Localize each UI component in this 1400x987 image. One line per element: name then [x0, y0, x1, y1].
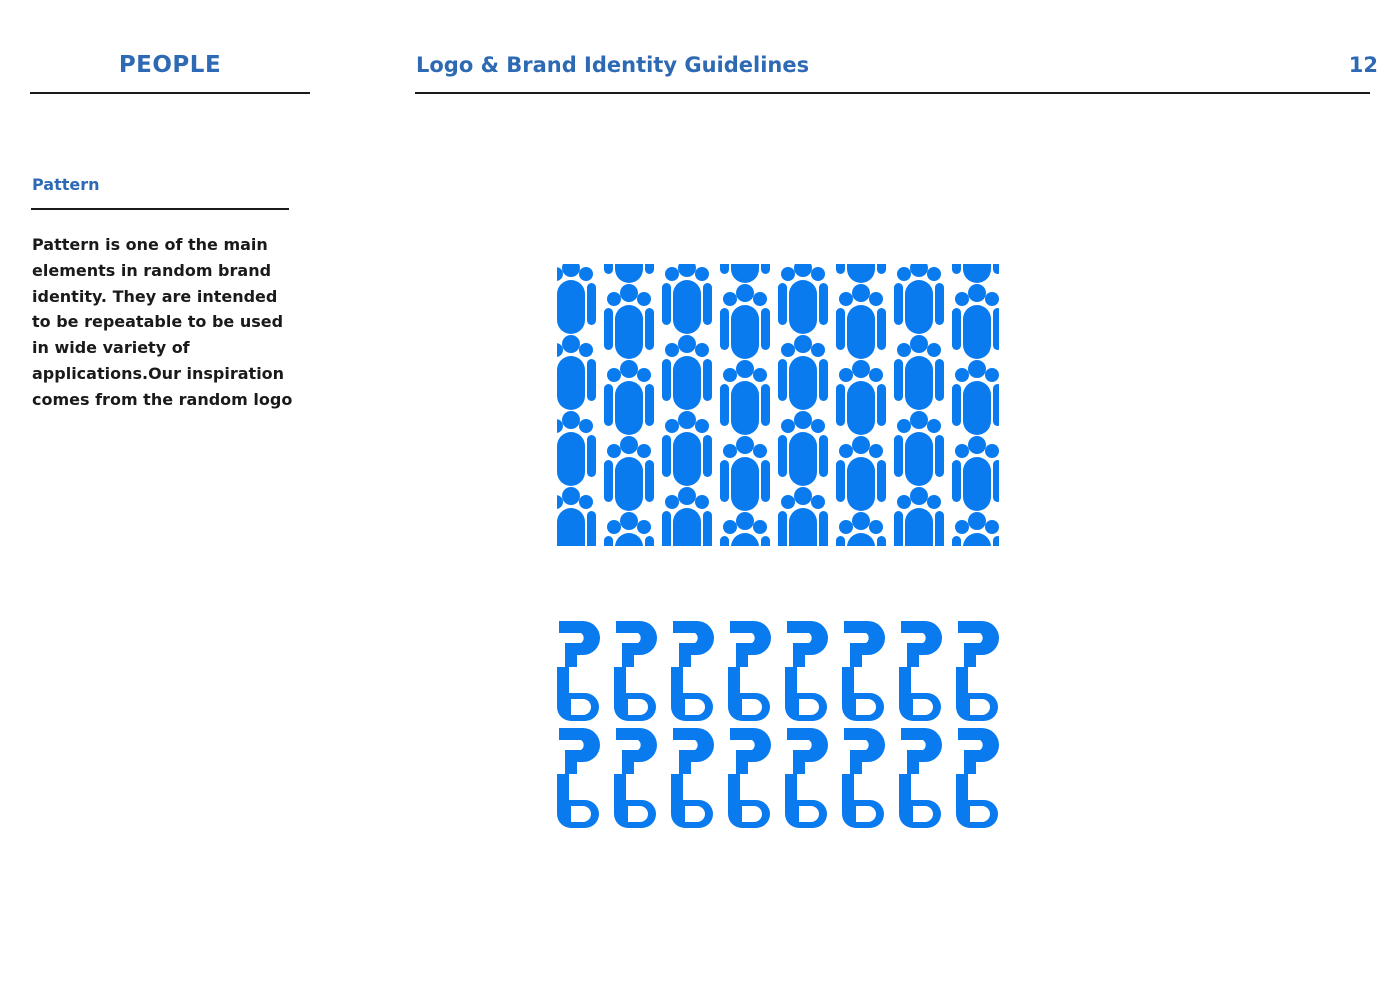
people-group-icon: [604, 512, 654, 546]
people-group-icon: [720, 284, 770, 359]
people-group-icon: [604, 360, 654, 435]
letter-p-icon: [671, 621, 714, 721]
people-group-icon: [778, 264, 828, 334]
people-group-icon: [778, 487, 828, 546]
people-group-icon: [557, 264, 596, 334]
letter-p-icon: [671, 728, 714, 828]
people-group-icon: [952, 264, 999, 283]
people-group-icon: [778, 411, 828, 486]
people-group-icon: [952, 436, 999, 511]
people-group-icon: [557, 487, 596, 546]
people-group-icon: [836, 360, 886, 435]
people-group-icon: [894, 264, 944, 334]
letter-p-pattern: [557, 621, 999, 847]
people-group-icon: [720, 264, 770, 283]
letter-p-icon: [728, 728, 771, 828]
people-group-icon: [952, 284, 999, 359]
people-group-icon: [604, 284, 654, 359]
people-group-icon: [604, 436, 654, 511]
letter-p-icon: [614, 621, 657, 721]
people-group-icon: [720, 512, 770, 546]
letter-p-icon: [728, 621, 771, 721]
letter-p-icon: [842, 621, 885, 721]
header-divider-right: [415, 92, 1370, 94]
header-divider-left: [30, 92, 310, 94]
section-body-text: Pattern is one of the main elements in random brand identity. They are intended to be repeatable to be used in wide variety of applications.Our inspiration comes from the random logo: [32, 235, 293, 409]
people-group-icon: [604, 264, 654, 283]
people-group-icon: [778, 335, 828, 410]
letter-p-icon: [785, 728, 828, 828]
letter-p-icon: [557, 621, 999, 828]
people-group-icon: [662, 264, 712, 334]
people-group-icon: [836, 512, 886, 546]
people-group-icon: [557, 335, 596, 410]
people-group-icon: [894, 335, 944, 410]
people-group-icon: [952, 360, 999, 435]
letter-p-icon: [557, 621, 600, 721]
people-group-icon: [557, 411, 596, 486]
people-group-icon: [836, 436, 886, 511]
letter-p-icon: [785, 621, 828, 721]
people-group-icon: [720, 436, 770, 511]
document-title: Logo & Brand Identity Guidelines: [416, 53, 810, 77]
letter-p-icon: [842, 728, 885, 828]
page-number: 12: [1348, 53, 1378, 77]
people-group-icon: [836, 264, 886, 283]
people-group-icon: [894, 411, 944, 486]
brand-name: PEOPLE: [118, 52, 222, 78]
people-group-icon: [720, 360, 770, 435]
people-group-icon: [894, 487, 944, 546]
letter-p-icon: [956, 728, 999, 828]
people-icon-pattern: [557, 264, 999, 546]
letter-p-icon: [899, 621, 942, 721]
people-group-icon: [557, 264, 999, 546]
letter-p-icon: [956, 621, 999, 721]
people-group-icon: [662, 487, 712, 546]
people-group-icon: [836, 284, 886, 359]
people-group-icon: [662, 411, 712, 486]
people-group-icon: [952, 512, 999, 546]
letter-p-icon: [557, 728, 600, 828]
letter-p-icon: [614, 728, 657, 828]
section-title: Pattern: [32, 175, 100, 194]
section-divider: [31, 208, 289, 210]
letter-p-icon: [899, 728, 942, 828]
people-group-icon: [662, 335, 712, 410]
